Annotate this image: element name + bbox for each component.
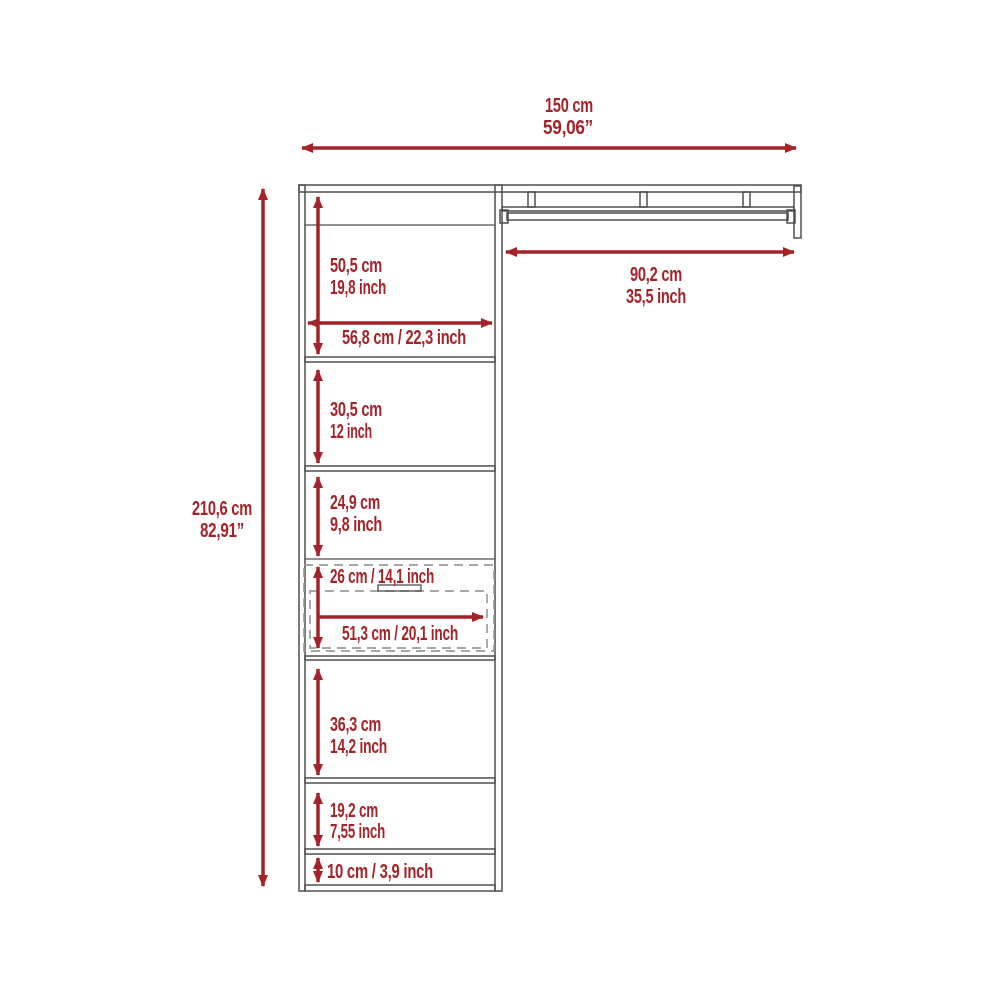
interior-width-label: 56,8 cm / 22,3 inch — [342, 327, 466, 349]
drawer-height-label: 26 cm / 14,1 inch — [330, 566, 434, 588]
shelf-4 — [305, 656, 495, 660]
compartment-5-cm-label: 19,2 cm — [330, 800, 378, 822]
overall-width-cm-label: 150 cm — [545, 95, 593, 117]
base-height-label: 10 cm / 3,9 inch — [327, 861, 433, 883]
compartment-3-cm-label: 24,9 cm — [330, 492, 380, 514]
compartment-2-cm-label: 30,5 cm — [330, 399, 382, 421]
top-compartment-in-label: 19,8 inch — [330, 277, 386, 299]
hanging-section — [500, 192, 795, 223]
left-side-panel — [299, 185, 305, 891]
shelf-5 — [305, 778, 495, 783]
compartment-4-cm-label: 36,3 cm — [330, 714, 381, 736]
overall-width-in-label: 59,06” — [543, 117, 593, 139]
bottom-panel — [305, 885, 495, 891]
rod-length-in-label: 35,5 inch — [626, 286, 686, 308]
compartment-3-in-label: 9,8 inch — [330, 514, 382, 536]
center-divider-panel — [495, 185, 502, 891]
compartment-2-in-label: 12 inch — [330, 421, 372, 443]
hang-rod — [507, 213, 788, 220]
rod-bracket-3 — [743, 192, 750, 207]
rod-bracket-1 — [528, 192, 535, 207]
rod-length-cm-label: 90,2 cm — [630, 264, 682, 286]
top-compartment-cm-label: 50,5 cm — [330, 255, 382, 277]
compartment-4-in-label: 14,2 inch — [330, 736, 387, 758]
rod-bracket-2 — [640, 192, 647, 207]
drawer-width-label: 51,3 cm / 20,1 inch — [342, 623, 458, 645]
compartment-5-in-label: 7,55 inch — [330, 821, 385, 843]
overall-height-cm-label: 210,6 cm — [192, 498, 252, 520]
top-panel — [299, 185, 801, 192]
shelf-1 — [305, 357, 495, 362]
overall-height-in-label: 82,91” — [200, 520, 244, 542]
shelf-6 — [305, 849, 495, 854]
shelf-2 — [305, 466, 495, 471]
